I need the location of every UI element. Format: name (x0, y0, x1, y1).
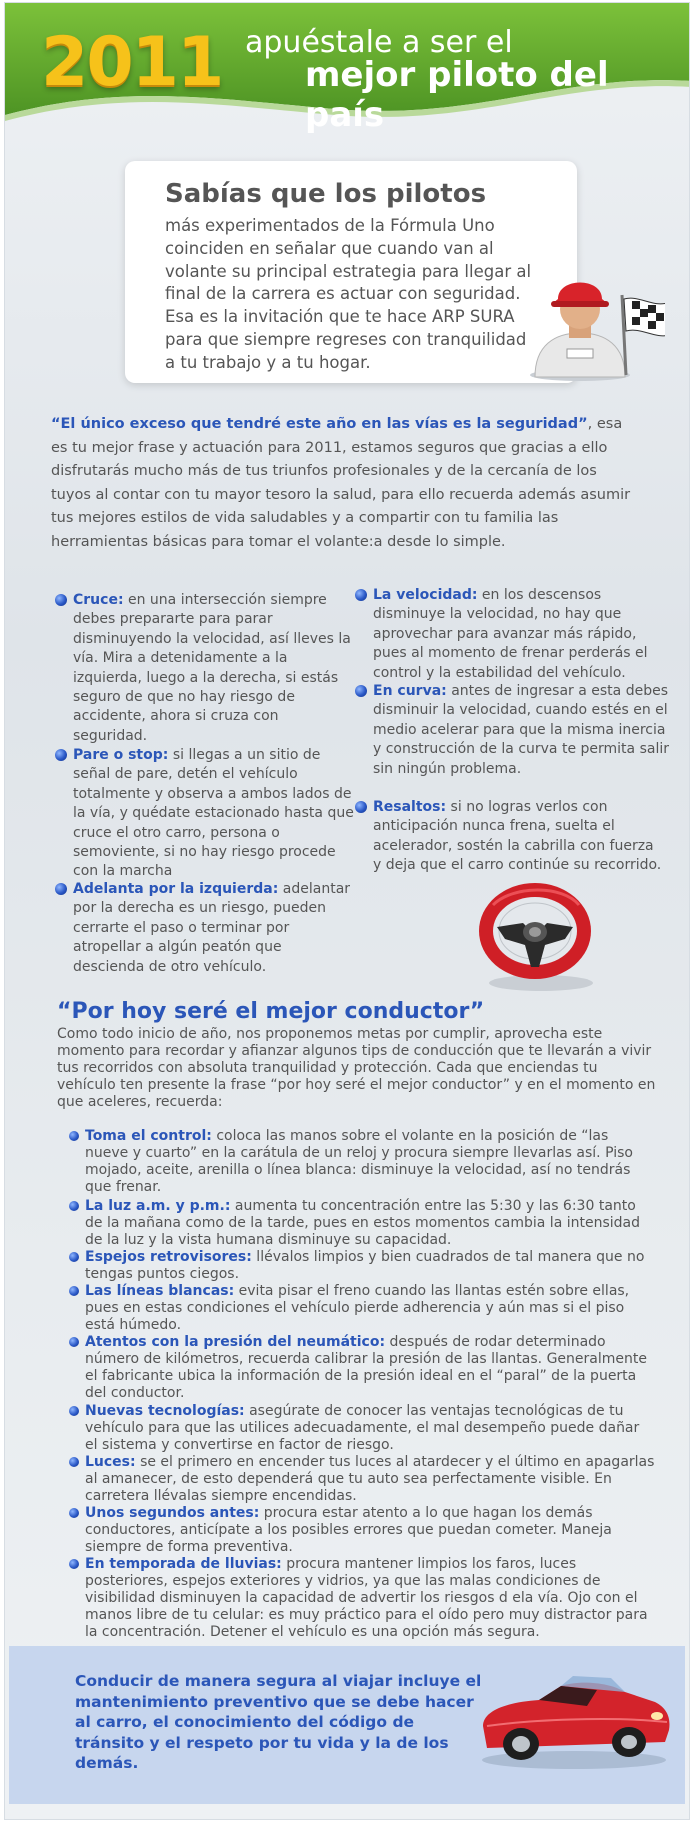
footer-banner (9, 1646, 685, 1804)
header-banner (5, 3, 690, 135)
tip2-label: Las líneas blancas: (85, 1283, 235, 1299)
tip2-label: Toma el control: (85, 1128, 212, 1144)
intro-quote: “El único exceso que tendré este año en las vías es la seguridad” (51, 416, 588, 432)
bullet-icon (69, 1131, 79, 1141)
bullet-icon (55, 749, 67, 761)
tip2-text: se el primero en encender tus luces al atardecer y el último en apagarlas al amanecer, de esto dependerá que tu auto sea perfectamente visible. En carretera llévalas siempre encendidas. (85, 1454, 655, 1504)
intro-card-body: más experimentados de la Fórmula Uno coinciden en señalar que cuando van al volante su principal estrategia para llegar al final de la carrera es actuar con seguridad. Esa es la invitación que te hace ARP SURA para que siempre regreses con tranquilidad a tu trabajo y a tu hogar. (165, 216, 532, 372)
tip2-label: Unos segundos antes: (85, 1505, 260, 1521)
bullet-icon (355, 801, 367, 813)
tip2-label: En temporada de lluvias: (85, 1556, 282, 1572)
tip-resaltos (373, 798, 663, 876)
tip2-item (85, 1283, 655, 1334)
tip2-item (85, 1334, 655, 1402)
intro-card (125, 161, 577, 383)
tip-label: En curva: (373, 683, 447, 699)
tagline-line1: apuéstale a ser el (245, 25, 513, 60)
tip2-text: asegúrate de conocer las ventajas tecnológicas de tu vehículo para que las utilices adecuadamente, el mal desempeño puede dañar el sistema y convertirse en factor de riesgo. (85, 1403, 640, 1453)
tip2-item (85, 1556, 655, 1641)
section2-intro: Como todo inicio de año, nos proponemos metas por cumplir, aprovecha este momento para recordar y afianzar algunos tips de conducción que te llevarán a vivir tus recorridos con absoluta tranquilidad y protección. Cada que enciendas tu vehículo ten presente la frase “por hoy seré el mejor conductor” y en el momento en que aceleres, recuerda: (57, 1026, 656, 1110)
race-driver-illustration (525, 265, 665, 383)
tip-pare (73, 746, 355, 882)
section2-title: “Por hoy seré el mejor conductor” (57, 999, 485, 1024)
tip-adelanta (73, 880, 355, 977)
tip-text: antes de ingresar a esta debes disminuir la velocidad, cuando estés en el medio acelerar para que la misma inercia y construcción de la curva te permita salir sin ningún problema. (373, 683, 669, 777)
tip2-item (85, 1454, 655, 1505)
tip2-text: después de rodar determinado número de kilómetros, recuerda calibrar la presión de las llantas. Generalmente el fabricante ubica la información de la presión ideal en el “paral” de la puerta del conductor. (85, 1334, 647, 1401)
tip2-label: Atentos con la presión del neumático: (85, 1334, 386, 1350)
bullet-icon (355, 685, 367, 697)
tip-label: Adelanta por la izquierda: (73, 881, 279, 897)
footer-text: Conducir de manera segura al viajar incluye el mantenimiento preventivo que se debe hacer al carro, el conocimiento del código de tránsito y el respeto por tu vida y la de los demás. (75, 1672, 482, 1772)
tagline-line2: mejor piloto del país (305, 55, 609, 135)
tip2-label: Espejos retrovisores: (85, 1249, 252, 1265)
infographic (4, 2, 690, 1820)
tip-curva (373, 682, 669, 779)
tip-text: adelantar por la derecha es un riesgo, pueden cerrarte el paso o terminar por atropellar a algún peatón que descienda de otro vehículo. (73, 881, 351, 975)
tip2-text: coloca las manos sobre el volante en la posición de “las nueve y cuarto” en la carátula de un reloj y procura siempre llevarlas así. Piso mojado, aceite, arenilla o línea blanca: disminuye la velocidad, así no tendrás que frenar. (85, 1128, 633, 1195)
bullet-icon (69, 1508, 79, 1518)
tip-label: Cruce: (73, 592, 124, 608)
intro-paragraph (51, 413, 641, 554)
bullet-icon (55, 594, 67, 606)
tip-text: en una intersección siempre debes prepararte para parar disminuyendo la velocidad, así lleves la vía. Mira a detenidamente a la izquierda, luego a la derecha, si estás seguro de que no hay riesgo de accidente, ahora si cruza con seguridad. (73, 592, 351, 744)
steering-wheel-illustration (473, 875, 603, 995)
tip2-text: procura estar atento a lo que hagan los demás conductores, anticípate a los posibles errores que puedan cometer. Maneja siempre de forma preventiva. (85, 1505, 612, 1555)
tip2-text: aumenta tu concentración entre las 5:30 y las 6:30 tanto de la mañana como de la tarde, pues en estos momentos cambia la intensidad de la luz y la vista humana disminuye su capacidad. (85, 1198, 641, 1248)
tip2-item (85, 1505, 655, 1556)
tip-velocidad (373, 586, 669, 683)
tip-text: en los descensos disminuye la velocidad, no hay que aprovechar para avanzar más rápido, pues al momento de frenar perderás el control y la estabilidad del vehículo. (373, 587, 648, 681)
bullet-icon (355, 589, 367, 601)
year-heading: 2011 (41, 23, 223, 102)
tip2-text: llévalos limpios y bien cuadrados de tal manera que no tengas puntos ciegos. (85, 1249, 645, 1282)
tip2-label: La luz a.m. y p.m.: (85, 1198, 231, 1214)
bullet-icon (69, 1559, 79, 1569)
tip-text: si llegas a un sitio de señal de pare, detén el vehículo totalmente y observa a ambos lados de la vía, y quédate estacionado hasta que cruce el otro carro, persona o semoviente, si no hay riesgo procede con la marcha (73, 747, 354, 880)
bullet-icon (69, 1252, 79, 1262)
intro-text: , esa es tu mejor frase y actuación para 2011, estamos seguros que gracias a ello disfrutarás mucho más de tus triunfos profesionales y de la cercanía de los tuyos al contar con tu mayor tesoro la salud, para ello recuerda además asumir tus mejores estilos de vida saludables y a compartir con tu familia las herramientas básicas para tomar el volante:a desde lo simple. (51, 416, 631, 550)
tip2-item (85, 1249, 655, 1283)
tip2-item (85, 1403, 655, 1454)
tip2-item (85, 1128, 655, 1196)
bullet-icon (69, 1457, 79, 1467)
bullet-icon (69, 1337, 79, 1347)
tip-text: si no logras verlos con anticipación nunca frena, suelta el acelerador, sostén la cabrilla con fuerza y deja que el carro continúe su recorrido. (373, 799, 662, 874)
bullet-icon (55, 883, 67, 895)
tip2-label: Luces: (85, 1454, 136, 1470)
intro-card-title: Sabías que los pilotos (165, 179, 487, 209)
red-convertible-car-illustration (469, 1656, 679, 1771)
bullet-icon (69, 1201, 79, 1211)
tip-label: Resaltos: (373, 799, 447, 815)
tip-label: Pare o stop: (73, 747, 169, 763)
tip-label: La velocidad: (373, 587, 478, 603)
tip2-item (85, 1198, 655, 1249)
bullet-icon (69, 1286, 79, 1296)
tip2-text: procura mantener limpios los faros, luces posteriores, espejos exteriores y vidrios, ya que las malas condiciones de visibilidad disminuyen la capacidad de advertir los riesgos d ela vía. Ojo con el manos libre de tu celular: es muy práctico para el oído pero muy distractor para la concentración. Detener el vehículo es una opción más segura. (85, 1556, 648, 1640)
tip-cruce (73, 591, 351, 746)
tip2-text: evita pisar el freno cuando las llantas estén sobre ellas, pues en estas condiciones el vehículo pierde adherencia y aún mas si el piso está húmedo. (85, 1283, 630, 1333)
bullet-icon (69, 1406, 79, 1416)
tip2-label: Nuevas tecnologías: (85, 1403, 245, 1419)
